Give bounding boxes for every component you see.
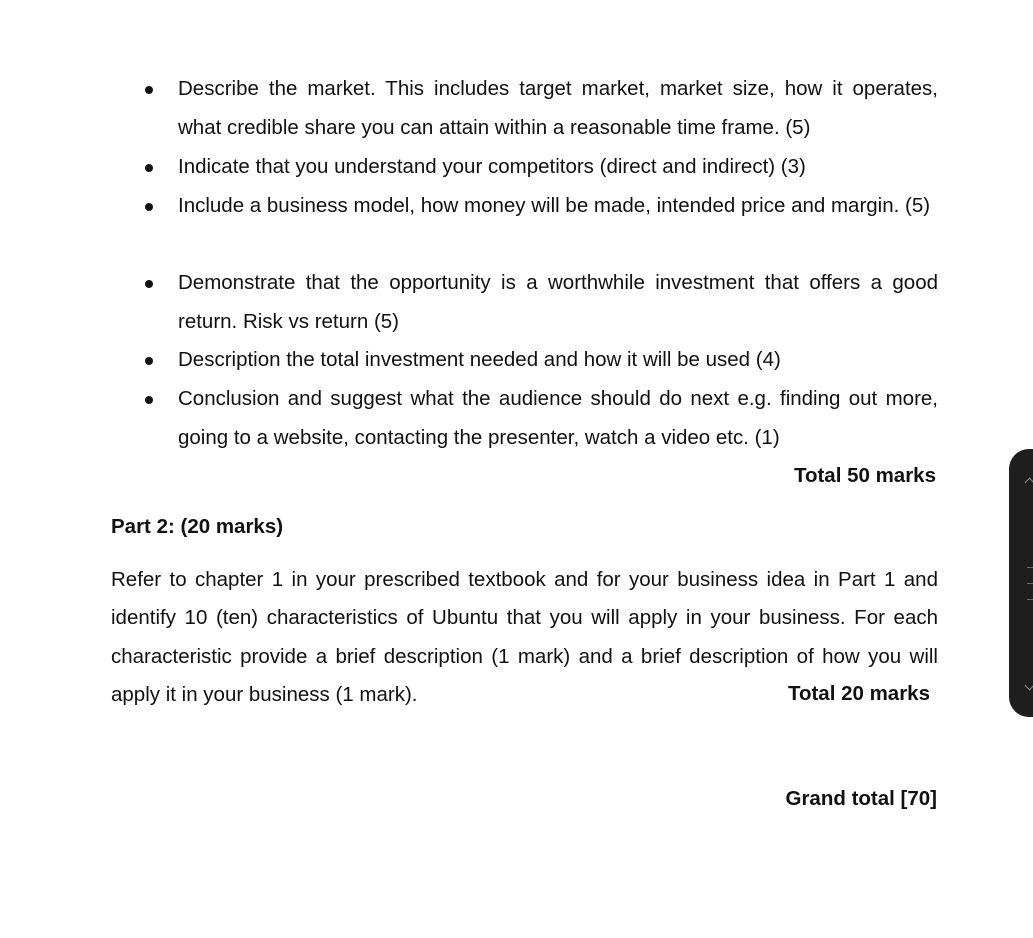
bullet-icon [145, 280, 153, 288]
bullet-icon [145, 164, 153, 172]
handle-tick [1027, 599, 1033, 600]
bullet-icon [145, 203, 153, 211]
list-item-text: Demonstrate that the opportunity is a worthwhile investment that offers a good return. Risk vs return (5) [178, 271, 938, 333]
bullet-icon [145, 86, 153, 94]
bullet-icon [145, 357, 153, 365]
list-item [178, 148, 938, 187]
list-item-text: Indicate that you understand your competitors (direct and indirect) (3) [178, 155, 806, 178]
bullet-icon [145, 396, 153, 404]
part1-total: Total 50 marks [793, 464, 936, 487]
chevron-up-icon[interactable] [1025, 478, 1033, 488]
list-item [178, 70, 938, 147]
list-item [178, 341, 938, 380]
handle-tick [1027, 567, 1033, 568]
list-item [178, 380, 938, 457]
list-item-text: Include a business model, how money will be made, intended price and margin. (5) [178, 194, 931, 217]
list-item-text: Conclusion and suggest what the audience should do next e.g. finding out more, going to a website, contacting the presenter, watch a video etc. (1) [178, 387, 938, 449]
list-item [178, 264, 938, 341]
part2-total: Total 20 marks [787, 682, 930, 705]
side-scroll-handle[interactable] [1009, 449, 1033, 717]
chevron-down-icon[interactable] [1025, 681, 1033, 691]
grand-total: Grand total [70] [785, 787, 937, 810]
list-item [178, 187, 938, 226]
handle-tick [1027, 583, 1033, 584]
list-item-text: Description the total investment needed and how it will be used (4) [178, 348, 781, 371]
part2-body: Refer to chapter 1 in your prescribed textbook and for your business idea in Part 1 and identify 10 (ten) characteristics of Ubuntu that you will apply in your business. For each characteristic provide a brief description (1 mark) and a brief description of how you will apply it in your business (1 mark). [111, 568, 938, 706]
part2-heading: Part 2: (20 marks) [111, 515, 284, 538]
list-item-text: Describe the market. This includes target market, market size, how it operates, what credible share you can attain within a reasonable time frame. (5) [178, 77, 938, 139]
